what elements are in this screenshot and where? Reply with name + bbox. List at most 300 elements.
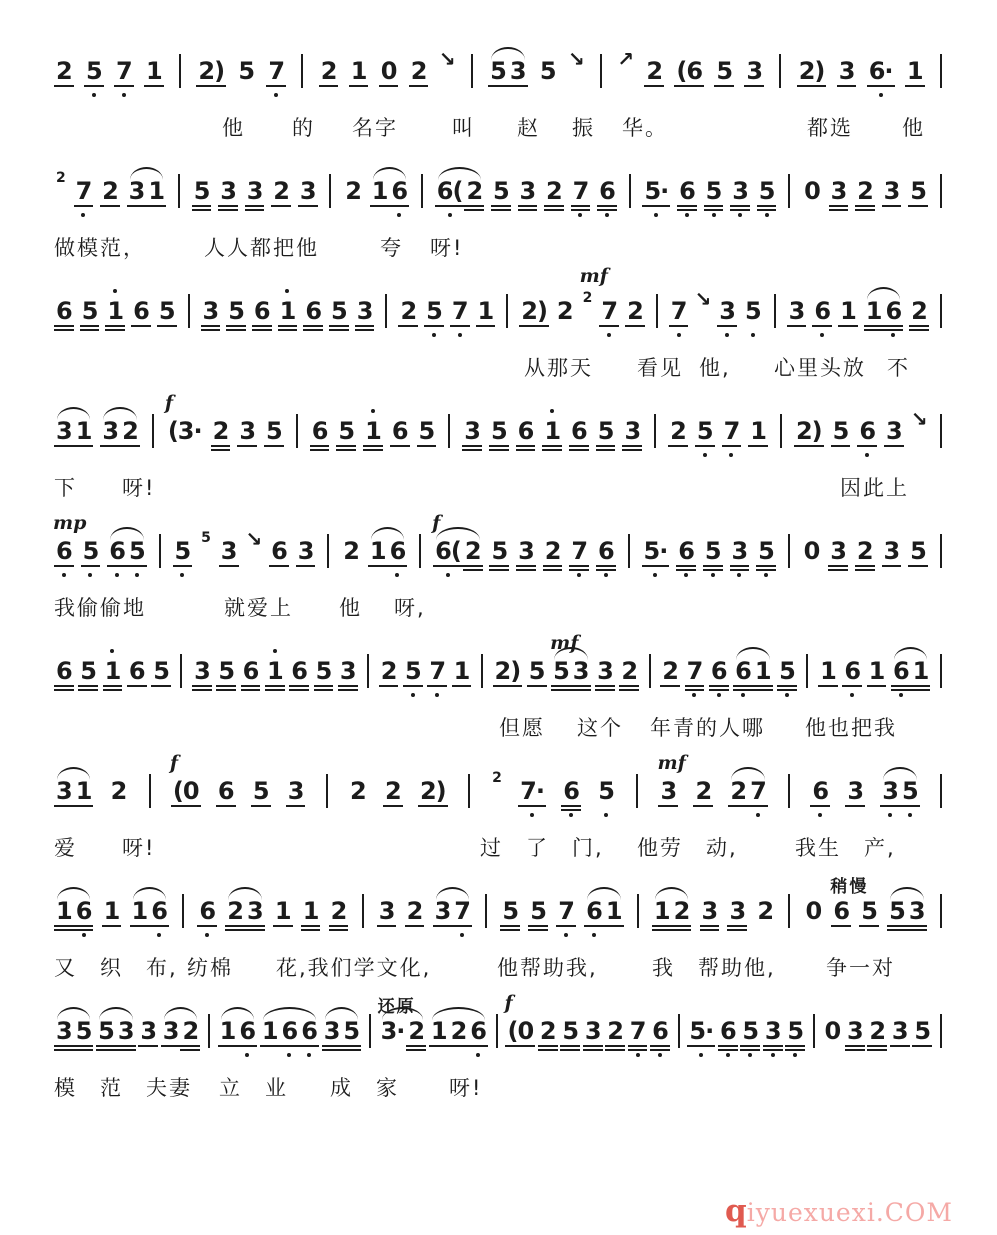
slur-group <box>260 1009 319 1057</box>
dot-icon <box>476 1053 480 1057</box>
grace-note <box>491 762 502 799</box>
note <box>349 769 367 817</box>
note-number: 3 <box>830 537 846 565</box>
slur-group <box>370 169 409 217</box>
dot-icon <box>751 333 755 337</box>
note <box>266 649 284 697</box>
note-number: 3 <box>297 537 314 565</box>
notation-line <box>54 634 947 712</box>
dot-icon <box>793 1053 797 1057</box>
note-number: 3 <box>719 297 735 325</box>
note <box>804 889 822 937</box>
note <box>128 169 146 217</box>
note-number: 7 <box>572 177 589 205</box>
note <box>450 1009 468 1057</box>
note <box>705 169 723 217</box>
note <box>237 49 255 97</box>
slur-group <box>880 769 919 817</box>
note-number: 6 <box>719 1017 736 1045</box>
note <box>675 49 703 97</box>
note-number: 6 <box>281 1017 298 1045</box>
note <box>55 289 73 337</box>
note-number: 5 <box>426 297 442 325</box>
note <box>85 49 103 97</box>
note-number: 0 <box>804 177 820 205</box>
bar-line <box>806 654 808 688</box>
dot-icon <box>62 573 66 577</box>
note-number: 6 <box>217 777 234 805</box>
lyric-segment: 纺棉 <box>187 956 233 980</box>
note <box>253 289 271 337</box>
note-number: 2 <box>56 169 65 186</box>
note-number: 6( <box>436 177 463 205</box>
dynamic-mark: f <box>169 752 179 774</box>
note <box>311 409 329 457</box>
lyric-segment: 我 帮助他, <box>652 956 776 980</box>
note <box>330 889 348 937</box>
note <box>451 289 469 337</box>
note-number: 5 <box>343 1017 360 1045</box>
lyric-segment: 他 <box>339 596 362 620</box>
bar-line <box>481 654 483 688</box>
note-number: 3 <box>339 657 356 685</box>
note-number: 6 <box>391 177 408 205</box>
lyric-segment: 下 <box>54 476 77 500</box>
note-number: 6 <box>389 537 406 565</box>
note <box>596 649 614 697</box>
bar-line <box>369 1014 371 1048</box>
note <box>585 889 603 937</box>
note <box>55 49 73 97</box>
note-number: 3 <box>194 657 210 685</box>
dot-icon <box>110 649 114 653</box>
note-number: 7 <box>558 897 574 925</box>
lyric-segment: 都选 <box>807 116 853 140</box>
note <box>653 889 671 937</box>
note <box>803 529 821 577</box>
lyrics-line <box>54 472 947 500</box>
note <box>584 1009 602 1057</box>
note <box>101 409 119 457</box>
note <box>377 997 416 1057</box>
slur-group <box>652 889 691 937</box>
note <box>754 649 772 697</box>
note-number: 5 <box>914 1017 931 1045</box>
bar-line <box>940 654 942 688</box>
note <box>453 649 471 697</box>
note <box>745 49 763 97</box>
note-number: 5 <box>742 1017 759 1045</box>
note <box>330 289 348 337</box>
note-number: 5 <box>716 57 733 85</box>
note <box>910 289 928 337</box>
lyric-segment: 过 了 门, <box>480 836 604 860</box>
note-number: 2 <box>330 897 347 925</box>
bar-line <box>188 294 190 328</box>
note-number: 5 <box>910 177 926 205</box>
note-number: 2 <box>102 177 118 205</box>
bar-line <box>813 1014 815 1048</box>
dot-icon <box>748 1053 752 1057</box>
note <box>337 409 355 457</box>
note <box>884 289 902 337</box>
bar-line <box>208 1014 210 1048</box>
dot-icon <box>122 93 126 97</box>
dot-icon <box>285 289 289 293</box>
lyrics-line <box>54 112 947 140</box>
note-number: 6 <box>109 537 125 565</box>
dot-icon <box>820 333 824 337</box>
note-number: 1 <box>868 657 885 685</box>
note-number: 7 <box>268 57 285 85</box>
dot-icon <box>756 813 760 817</box>
note <box>128 529 146 577</box>
note <box>539 1009 557 1057</box>
dot-icon <box>771 1053 775 1057</box>
dot-icon <box>850 693 854 697</box>
note <box>108 529 126 577</box>
note-number: 2 <box>406 897 423 925</box>
slur-group <box>864 289 903 337</box>
bar-line <box>940 174 942 208</box>
note-number: 3 <box>56 777 72 805</box>
note <box>147 169 165 217</box>
dot-icon <box>765 213 769 217</box>
note <box>881 769 899 817</box>
note <box>813 289 831 337</box>
lyric-segment: 呀! <box>449 1076 483 1100</box>
note <box>212 409 230 457</box>
bar-line <box>788 894 790 928</box>
slur-group <box>435 169 484 217</box>
note-number: 1 <box>350 57 367 85</box>
dot-icon <box>891 333 895 337</box>
note <box>425 289 443 337</box>
dot-icon <box>703 453 707 457</box>
note <box>270 529 288 577</box>
note-number: 5 <box>174 537 191 565</box>
note-number: 5 <box>218 657 235 685</box>
note <box>906 49 924 97</box>
grace-note <box>579 264 608 319</box>
bar-line <box>296 414 298 448</box>
dot-icon <box>460 933 464 937</box>
note-number: 7 <box>670 297 687 325</box>
note <box>380 649 398 697</box>
note-number: 5 <box>158 297 175 325</box>
note <box>219 169 237 217</box>
note-number: 6 <box>75 897 92 925</box>
bar-line <box>940 414 942 448</box>
note-number: (0 <box>507 1017 534 1045</box>
lyrics-line <box>54 712 947 740</box>
lyric-segment: 从那天 <box>524 356 593 380</box>
dynamic-mark: f <box>504 992 513 1014</box>
note <box>556 289 574 337</box>
note <box>688 1009 714 1057</box>
slur-group <box>225 889 264 937</box>
bar-line <box>629 174 631 208</box>
note <box>430 1009 448 1057</box>
note <box>661 649 679 697</box>
note <box>651 1009 669 1057</box>
note <box>597 529 615 577</box>
dot-icon <box>604 813 608 817</box>
bar-line <box>326 774 328 808</box>
lyrics-line <box>54 952 947 980</box>
note-number: 3 <box>572 657 589 685</box>
slur-group <box>54 1009 93 1057</box>
note <box>719 1009 737 1057</box>
lyric-segment: 爱 <box>54 836 77 860</box>
arrow-down-icon: ↘ <box>910 407 928 431</box>
note-number: 3 <box>701 897 718 925</box>
notation-line <box>54 514 947 592</box>
note <box>626 289 644 337</box>
note-number: 2 <box>122 417 138 445</box>
note-number: 5 <box>128 537 145 565</box>
slur-group <box>550 632 590 697</box>
note-number: 1 <box>146 57 162 85</box>
note <box>715 49 733 97</box>
note-number: 6 <box>253 297 270 325</box>
note <box>469 1009 487 1057</box>
dot-icon <box>865 453 869 457</box>
note <box>145 49 163 97</box>
note-number: 7 <box>629 1017 646 1045</box>
note-number: 1 <box>75 777 92 805</box>
note-number: 2 <box>410 57 427 85</box>
note <box>287 769 305 817</box>
note-number: 2 <box>670 417 686 445</box>
note-number: 3 <box>883 537 900 565</box>
note <box>238 409 256 457</box>
note-number: 3 <box>56 417 72 445</box>
bar-line <box>940 54 942 88</box>
bar-line <box>327 534 329 568</box>
note-number: 6 <box>301 1017 317 1045</box>
note-number: (0 <box>172 777 199 805</box>
note-number: 5 <box>252 777 269 805</box>
note <box>272 169 290 217</box>
note-number: 2 <box>582 289 592 306</box>
note <box>539 49 557 97</box>
lyric-segment: 呀! <box>122 476 156 500</box>
note <box>432 512 462 577</box>
note-number: 2 <box>343 537 359 565</box>
note <box>279 289 297 337</box>
note <box>598 169 616 217</box>
dot-icon <box>569 813 573 817</box>
slur-group <box>432 512 482 577</box>
note-number: 1 <box>219 1017 236 1045</box>
lyric-segment: 因此上 <box>840 476 909 500</box>
dot-icon <box>607 333 611 337</box>
slur-group <box>368 529 407 577</box>
dot-icon <box>684 573 688 577</box>
bar-line <box>182 894 184 928</box>
dot-icon <box>726 1053 730 1057</box>
note-number: 5 <box>75 1017 92 1045</box>
lyric-segment: 立 业 <box>219 1076 288 1100</box>
note-number: 3 <box>597 657 613 685</box>
lyrics-line <box>54 832 947 860</box>
note-number: 2 <box>350 777 366 805</box>
note-number: 2 <box>450 1017 467 1045</box>
watermark-initial: q <box>725 1193 747 1229</box>
note <box>798 49 826 97</box>
notation-system <box>54 264 947 380</box>
note-number: 2 <box>546 177 562 205</box>
lyric-segment: 他 <box>902 116 925 140</box>
note-number: 3 <box>830 177 847 205</box>
note-number: 5 <box>153 657 169 685</box>
note-number: 3· <box>380 1017 405 1045</box>
note-number: 1 <box>104 657 121 685</box>
watermark-text: iyuexuexi.COM <box>746 1198 953 1227</box>
note-number: 3 <box>838 57 855 85</box>
note <box>378 889 396 937</box>
note <box>758 169 776 217</box>
note-number: 5 <box>758 537 774 565</box>
bar-line <box>329 174 331 208</box>
note-number: 3 <box>202 297 219 325</box>
note <box>380 49 398 97</box>
note-number: 5 <box>491 537 508 565</box>
note-number: 6 <box>56 537 72 565</box>
note <box>55 649 73 697</box>
note-number: 5 <box>228 297 244 325</box>
note-number: 6 <box>271 537 287 565</box>
note-number: 1 <box>369 537 386 565</box>
score <box>54 34 947 1100</box>
note <box>696 409 714 457</box>
note-number: 5 <box>562 1017 579 1045</box>
note <box>193 169 211 217</box>
slur-group <box>161 1009 200 1057</box>
dot-icon <box>654 213 658 217</box>
note-number: 2 <box>273 177 289 205</box>
note-number: 3 <box>220 177 236 205</box>
note-number: 3 <box>246 897 263 925</box>
slur-group <box>96 1009 135 1057</box>
note <box>657 752 686 817</box>
note-number: 6 <box>151 897 167 925</box>
note-number: 6 <box>291 657 307 685</box>
note <box>908 889 926 937</box>
note-number: 0 <box>803 537 820 565</box>
dot-icon <box>604 573 608 577</box>
note <box>246 889 264 937</box>
note <box>302 889 320 937</box>
notation-line <box>54 754 947 832</box>
note <box>803 169 821 217</box>
note-number: 1 <box>653 897 670 925</box>
dot-icon <box>711 573 715 577</box>
note <box>597 409 615 457</box>
note-number: 1 <box>430 1017 447 1045</box>
slur-group <box>488 49 527 97</box>
note-number: 2 <box>212 417 229 445</box>
note-number: 5 <box>490 417 507 445</box>
bar-line <box>656 294 658 328</box>
dynamic-mark: f <box>432 512 441 534</box>
note <box>731 169 749 217</box>
bar-line <box>940 294 942 328</box>
note-number: 5· <box>643 537 668 565</box>
note <box>728 889 746 937</box>
note-number: 3 <box>584 1017 601 1045</box>
note <box>913 1009 931 1057</box>
note <box>139 1009 157 1057</box>
note-number: 3 <box>246 177 263 205</box>
note <box>795 409 823 457</box>
lyric-segment: 夸 <box>380 236 403 260</box>
note <box>856 529 874 577</box>
bar-line <box>788 774 790 808</box>
lyric-segment: 花,我们学文化, <box>276 956 432 980</box>
note-number: 3 <box>846 1017 863 1045</box>
note <box>101 169 119 217</box>
note-number: 2 <box>911 297 927 325</box>
dot-icon <box>180 573 184 577</box>
notation-system <box>54 874 947 980</box>
note-number: 7 <box>750 777 766 805</box>
note <box>75 409 93 457</box>
note-number: 3 <box>788 297 805 325</box>
note-number: 3 <box>882 777 898 805</box>
note-number: 5 <box>86 57 102 85</box>
bar-line <box>780 414 782 448</box>
bar-line <box>468 774 470 808</box>
note-number: 2 <box>607 1017 623 1045</box>
bar-line <box>421 174 423 208</box>
note-number: 3 <box>239 417 256 445</box>
note-number: 1 <box>266 657 283 685</box>
note-number: 5 <box>502 897 519 925</box>
note-number: 5 <box>861 897 877 925</box>
note-number: 2 <box>757 897 774 925</box>
dot-icon <box>245 1053 249 1057</box>
note-number: 5 <box>193 177 210 205</box>
note <box>304 289 322 337</box>
note-number: 2) <box>521 297 547 325</box>
note-number: 7 <box>601 297 618 325</box>
note-number: 2 <box>556 297 573 325</box>
note <box>838 49 856 97</box>
note <box>75 1009 93 1057</box>
note <box>519 169 537 217</box>
lyrics-line <box>54 592 947 620</box>
notation-system <box>54 34 947 140</box>
dot-icon <box>157 933 161 937</box>
note-number: 2 <box>408 1017 425 1045</box>
note <box>75 889 93 937</box>
dot-icon <box>205 933 209 937</box>
dot-icon <box>564 933 568 937</box>
note <box>463 409 481 457</box>
note-number: 1 <box>261 1017 278 1045</box>
lyric-segment: 这个 <box>577 716 623 740</box>
notation-system <box>54 754 947 860</box>
note <box>529 889 547 937</box>
note-number: 6 <box>470 1017 486 1045</box>
note <box>504 992 534 1057</box>
note-number: (3· <box>167 417 202 445</box>
note <box>81 289 99 337</box>
note <box>384 769 402 817</box>
lyric-segment: 模 范 夫妻 <box>54 1076 192 1100</box>
